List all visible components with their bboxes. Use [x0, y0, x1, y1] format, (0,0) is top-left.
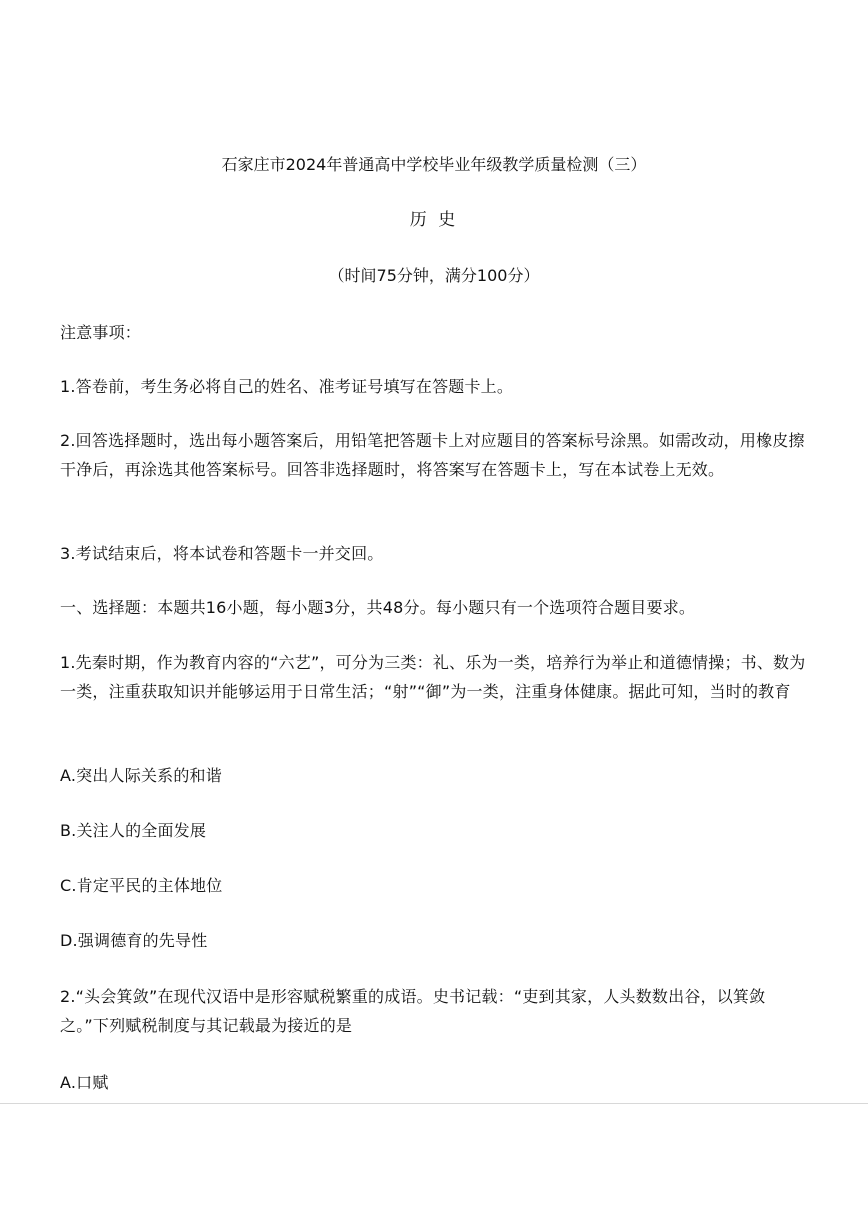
question-1-option-d: D.强调德育的先导性 — [60, 931, 208, 950]
notice-item-3: 3.考试结束后，将本试卷和答题卡一并交回。 — [60, 544, 384, 563]
notice-item-2: 2.回答选择题时，选出每小题答案后，用铅笔把答题卡上对应题目的答案标号涂黑。如需改动，用橡皮擦干净后，再涂选其他答案标号。回答非选择题时，将答案写在答题卡上，写在本试卷上无效。 — [60, 431, 805, 479]
notice-item-1: 1.答卷前，考生务必将自己的姓名、准考证号填写在答题卡上。 — [60, 377, 514, 396]
section-heading: 一、选择题：本题共16小题，每小题3分，共48分。每小题只有一个选项符合题目要求。 — [60, 598, 696, 617]
subject-title: 历 史 — [409, 210, 459, 230]
question-2-stem: 2.“头会箕敛”在现代汉语中是形容赋税繁重的成语。史书记载：“吏到其家，人头数数出谷，以箕敛之。”下列赋税制度与其记载最为接近的是 — [60, 987, 766, 1035]
question-1-stem: 1.先秦时期，作为教育内容的“六艺”，可分为三类：礼、乐为一类，培养行为举止和道德情操；书、数为一类，注重获取知识并能够运用于日常生活；“射”“御”为一类，注重身体健康。据此可知，当时的教育 — [60, 653, 806, 701]
question-2-option-a: A.口赋 — [60, 1073, 109, 1092]
question-1-option-a: A.突出人际关系的和谐 — [60, 766, 222, 785]
page-divider — [0, 1103, 868, 1104]
question-1-option-c: C.肯定平民的主体地位 — [60, 876, 223, 895]
document-title: 石家庄市2024年普通高中学校毕业年级教学质量检测（三） — [221, 155, 647, 174]
question-1-option-b: B.关注人的全面发展 — [60, 821, 207, 840]
notice-heading: 注意事项： — [60, 323, 142, 342]
time-info: （时间75分钟，满分100分） — [328, 266, 540, 285]
